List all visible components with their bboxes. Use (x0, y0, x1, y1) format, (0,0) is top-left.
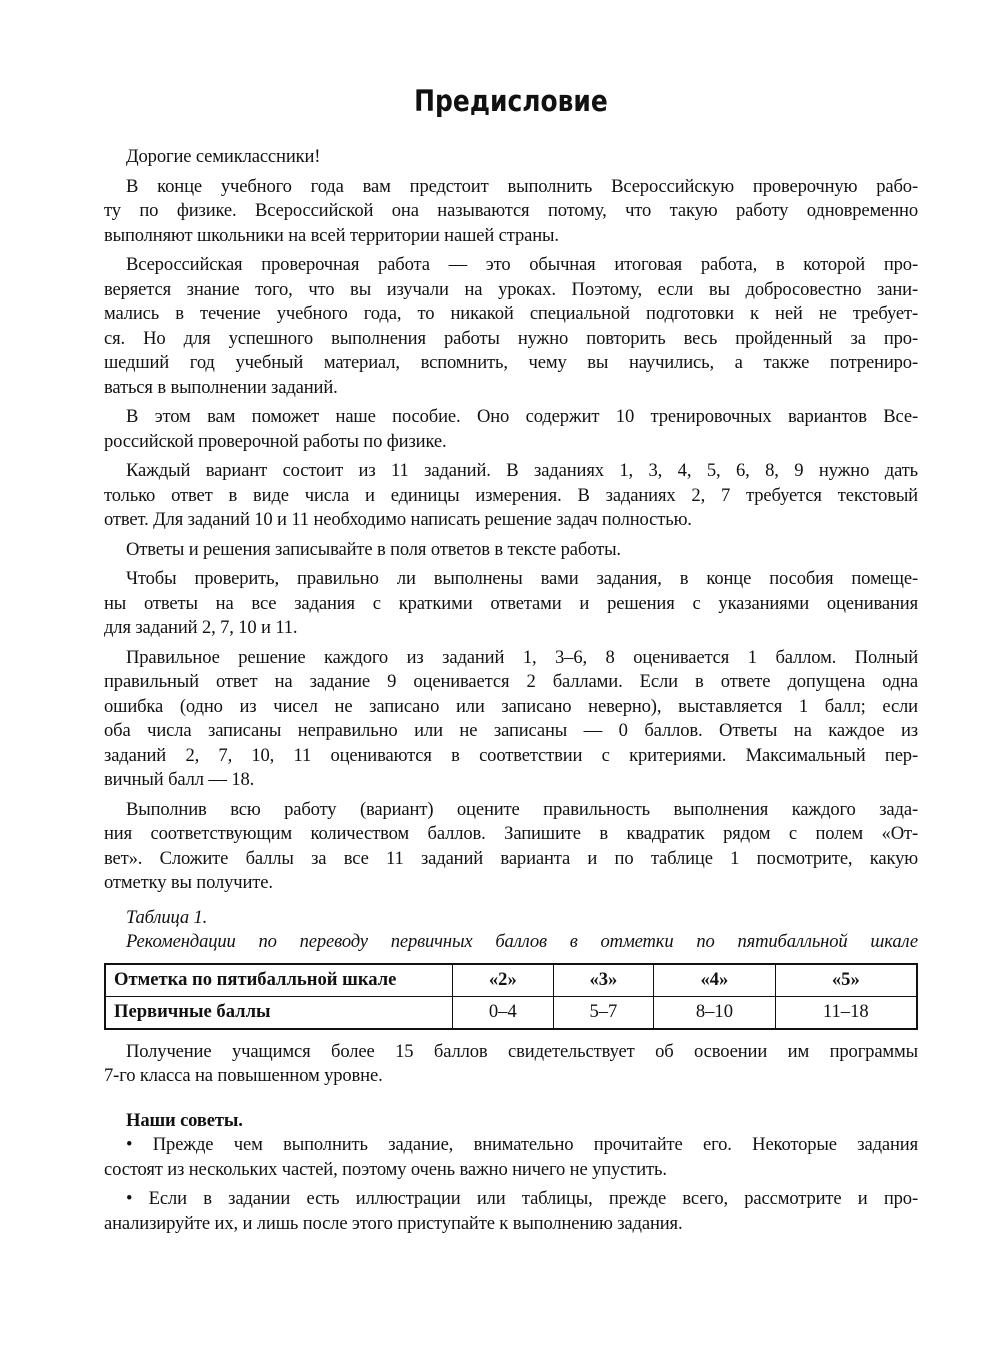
tips-heading: Наши советы. (126, 1109, 243, 1131)
text-line: В этом вам поможет наше пособие. Оно содержит 10 тренировочных вариантов Все- (126, 406, 918, 427)
paragraph-scoring (104, 646, 918, 793)
paragraph-check-instruction (104, 567, 918, 641)
table-row (105, 964, 917, 997)
text-line: ошибка (одно из чисел не записано или записано неверно), выставляется 1 балл; если (104, 695, 918, 717)
text-line: шедший год учебный материал, вспомнить, чему вы научились, а также потрениро- (104, 352, 918, 373)
text-line: заданий 2, 7, 10, 11 оцениваются в соответствии с критериями. Максимальный пер- (104, 744, 918, 766)
table-cell: 0–4 (453, 996, 554, 1029)
text-line: • Если в задании есть иллюстрации или таблицы, прежде всего, рассмотрите и про- (126, 1188, 918, 1209)
table-cell: «3» (553, 964, 654, 997)
text-line: Ответы и решения записывайте в поля ответов в тексте работы. (126, 538, 621, 560)
table-cell: 8–10 (654, 996, 775, 1029)
page-title: Предисловие (414, 84, 608, 118)
text-line: 7-го класса на повышенном уровне. (104, 1065, 383, 1086)
text-line: для заданий 2, 7, 10 и 11. (104, 617, 298, 638)
tip-item (104, 1133, 918, 1182)
paragraph-answers-instruction (104, 538, 918, 563)
preface-body (104, 145, 918, 1236)
paragraphs (104, 145, 918, 896)
table-cell: «4» (654, 964, 775, 997)
text-line: вичный балл — 18. (104, 769, 255, 790)
text-line: Получение учащимся более 15 баллов свидетельствует об освоении им программы (126, 1040, 918, 1062)
text-line: оба числа записаны неправильно или не записаны — 0 баллов. Ответы на каждое из (104, 720, 918, 741)
text-line: ту по физике. Всероссийской она называются потому, что такую работу одновременно (104, 200, 918, 221)
paragraph-about-variants (104, 459, 918, 533)
text-line: выполняют школьники на всей территории нашей страны. (104, 224, 559, 246)
paragraph-self-assessment (104, 798, 918, 896)
paragraph-greeting (104, 145, 918, 170)
text-line: ответ. Для заданий 10 и 11 необходимо написать решение задач полностью. (104, 509, 692, 530)
text-line: веряется знание того, что вы изучали на уроках. Поэтому, если вы добросовестно зани- (104, 278, 918, 300)
text-line: анализируйте их, и лишь после этого приступайте к выполнению задания. (104, 1212, 683, 1234)
text-line: ся. Но для успешного выполнения работы нужно повторить весь пройденный за про- (104, 327, 918, 349)
table-row (105, 996, 917, 1029)
text-line: состоят из нескольких частей, поэтому очень важно ничего не упустить. (104, 1158, 667, 1180)
row-header: Отметка по пятибалльной шкале (105, 964, 453, 997)
table-label: Таблица 1. (126, 906, 208, 928)
text-line: только ответ в виде числа и единицы измерения. В заданиях 2, 7 требуется текстовый (104, 484, 918, 506)
text-line: Каждый вариант состоит из 11 заданий. В заданиях 1, 3, 4, 5, 6, 8, 9 нужно дать (126, 460, 918, 481)
table-cell: «2» (453, 964, 554, 997)
tips-section (104, 1109, 918, 1237)
table-caption (104, 906, 918, 955)
tip-item (104, 1187, 918, 1236)
paragraph-about-book (104, 405, 918, 454)
paragraph-intro (104, 175, 918, 249)
text-line: В конце учебного года вам предстоит выполнить Всероссийскую проверочную рабо- (126, 175, 918, 197)
grades-table (104, 963, 918, 1030)
text-line: ния соответствующим количеством баллов. Запишите в квадратик рядом с полем «От- (104, 823, 918, 844)
text-line: ваться в выполнении заданий. (104, 376, 338, 398)
table-cell: «5» (775, 964, 917, 997)
table-cell: 5–7 (553, 996, 654, 1029)
text-line: Дорогие семиклассники! (126, 146, 321, 167)
text-line: мались в течение учебного года, то никакой специальной подготовки к ней не требует- (104, 303, 918, 324)
text-line: правильный ответ на задание 9 оценивается 2 баллами. Если в ответе допущена одна (104, 671, 918, 692)
after-table-paragraph (104, 1040, 918, 1089)
text-line: российской проверочной работы по физике. (104, 430, 447, 452)
text-line: Выполнив всю работу (вариант) оцените правильность выполнения каждого зада- (126, 798, 918, 820)
text-line: Всероссийская проверочная работа — это обычная итоговая работа, в которой про- (126, 254, 918, 275)
table-cell: 11–18 (775, 996, 917, 1029)
table-title: Рекомендации по переводу первичных баллов в отметки по пятибалльной шкале (126, 931, 918, 952)
row-header: Первичные баллы (105, 996, 453, 1029)
text-line: отметку вы получите. (104, 872, 273, 893)
text-line: • Прежде чем выполнить задание, внимательно прочитайте его. Некоторые задания (126, 1134, 918, 1155)
text-line: Чтобы проверить, правильно ли выполнены вами задания, в конце пособия помеще- (126, 568, 918, 589)
text-line: вет». Сложите баллы за все 11 заданий варианта и по таблице 1 посмотрите, какую (104, 847, 918, 869)
text-line: ны ответы на все задания с краткими ответами и решения с указаниями оценивания (104, 592, 918, 614)
text-line: Правильное решение каждого из заданий 1, 3–6, 8 оценивается 1 баллом. Полный (126, 646, 918, 668)
paragraph-about-work (104, 253, 918, 400)
